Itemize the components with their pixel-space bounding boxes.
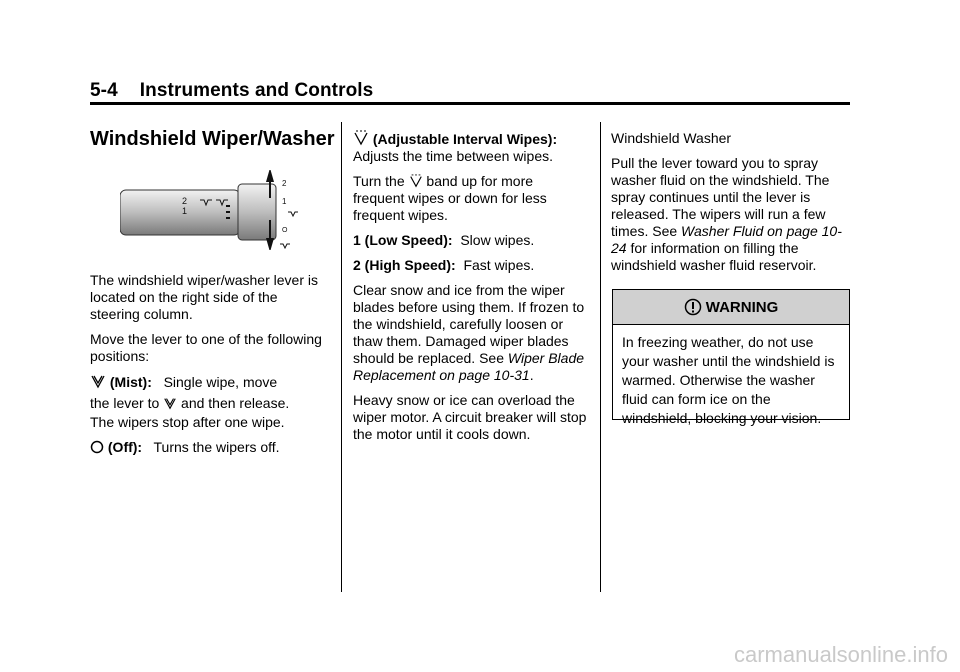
warning-header	[613, 290, 849, 325]
wiper-lever-figure	[120, 170, 330, 250]
warning-text: In freezing weather, do not use your washer until the windshield is warmed. Otherwise the washer fluid can form ice on the windshield, blocking your vision.	[622, 334, 835, 426]
header-rule	[90, 102, 850, 105]
warning-box	[612, 289, 850, 426]
column-divider-2	[600, 122, 601, 592]
column-divider-1	[341, 122, 342, 592]
high-speed-text: Fast wipes.	[463, 257, 535, 273]
chapter-title: Instruments and Controls	[139, 80, 374, 101]
high-speed-label: 2 (High Speed):	[353, 257, 456, 273]
turn-text-b: band up for more	[426, 173, 534, 189]
washer-text-b: for information on filling the windshield washer fluid reservoir.	[611, 240, 817, 273]
mist-text: Single wipe, move	[163, 374, 278, 390]
section-number: 5-4	[90, 80, 118, 101]
mist-text-2a: the lever to	[90, 395, 160, 411]
mist-icon	[90, 373, 106, 389]
figure-label-1: 1	[182, 206, 188, 216]
washer-text-a: Pull the lever toward you to spray washer fluid on the windshield. The spray continues until the lever is released. The wipers will run a few times. See	[611, 155, 830, 239]
mist-icon-inline	[163, 396, 177, 410]
off-label: (Off):	[107, 439, 143, 455]
heavy-snow-text: Heavy snow or ice can overload the wiper motor. A circuit breaker will stop the motor until it cools down.	[353, 392, 587, 442]
turn-text-a: Turn the	[353, 173, 405, 189]
interval-icon-inline	[409, 174, 423, 188]
interval-icon	[353, 130, 369, 146]
section-heading: Windshield Wiper/Washer	[90, 128, 335, 150]
mist-label: (Mist):	[109, 374, 152, 390]
mist-text-3: The wipers stop after one wipe.	[90, 414, 285, 430]
watermark: carmanualsonline.info	[733, 642, 948, 667]
svg-text:2: 2	[282, 179, 287, 188]
paragraph-location: The windshield wiper/washer lever is located on the right side of the steering column.	[90, 272, 318, 322]
off-icon	[90, 440, 104, 454]
low-speed-text: Slow wipes.	[460, 232, 535, 248]
interval-line: Adjusts the time between wipes.	[353, 148, 553, 164]
page-header	[90, 80, 373, 102]
wiper-blade-reference[interactable]: Wiper Blade Replacement on page 10-31	[353, 350, 585, 383]
washer-fluid-reference[interactable]: Washer Fluid on page 10-24	[611, 223, 842, 256]
paragraph-positions: Move the lever to one of the following positions:	[90, 331, 322, 364]
clear-snow-text: Clear snow and ice from the wiper blades before using them. If frozen to the windshield, carefully loosen or thaw them. Damaged wiper blades should be replaced. See	[353, 282, 585, 366]
svg-text:O: O	[282, 227, 288, 234]
turn-text-c: frequent wipes or down for less frequent wipes.	[353, 190, 547, 223]
svg-text:1: 1	[282, 197, 287, 206]
clear-snow-end: .	[529, 367, 534, 383]
interval-label: (Adjustable Interval Wipes):	[372, 131, 558, 147]
figure-label-2: 2	[182, 196, 188, 206]
washer-heading: Windshield Washer	[611, 130, 732, 146]
mist-text-2b: and then release.	[181, 395, 290, 411]
warning-title: WARNING	[705, 298, 779, 316]
low-speed-label: 1 (Low Speed):	[353, 232, 453, 248]
off-text: Turns the wipers off.	[153, 439, 280, 455]
warning-icon	[684, 298, 702, 316]
